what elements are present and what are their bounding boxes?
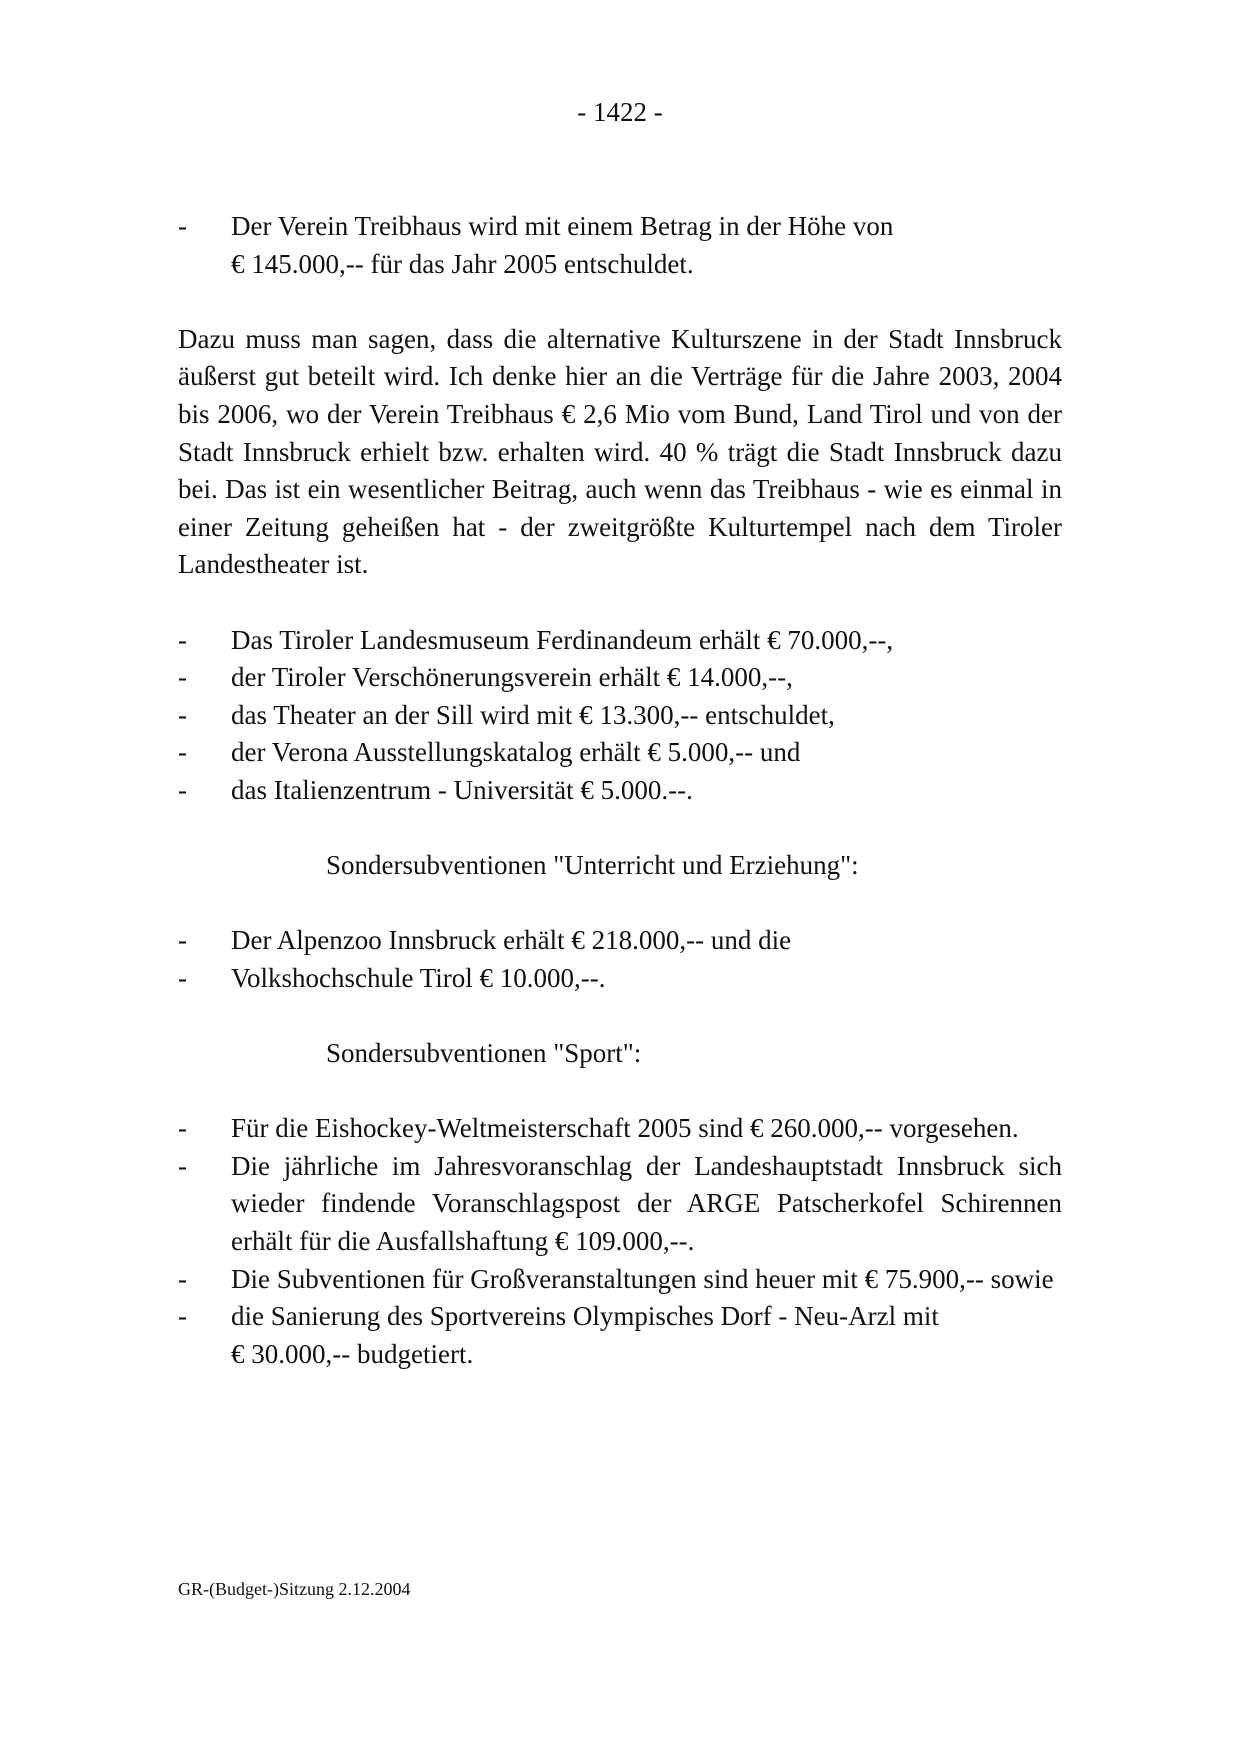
- list-item-line: € 30.000,-- budgetiert.: [231, 1338, 474, 1369]
- bullet-dash: -: [178, 774, 187, 805]
- bullet-dash: -: [178, 1301, 187, 1332]
- section-heading: Sondersubventionen "Sport":: [326, 1038, 642, 1069]
- bullet-dash: -: [178, 624, 187, 655]
- list-item: [178, 1298, 1062, 1373]
- list-item: [178, 922, 1062, 960]
- list-item: [178, 960, 1062, 998]
- list-item: [178, 772, 1062, 810]
- bullet-dash: -: [178, 1150, 187, 1181]
- list-item-text: Für die Eishockey-Weltmeisterschaft 2005 sind € 260.000,-- vorgesehen.: [231, 1113, 1019, 1144]
- list-item-line: Der Verein Treibhaus wird mit einem Betrag in der Höhe von: [231, 211, 894, 241]
- section-heading: Sondersubventionen "Unterricht und Erziehung":: [326, 850, 859, 881]
- page-number: - 1422 -: [577, 97, 663, 127]
- bullet-dash: -: [178, 1263, 187, 1294]
- bullet-dash: -: [178, 962, 187, 993]
- list-item-text: Die Subventionen für Großveranstaltungen sind heuer mit € 75.900,-- sowie: [231, 1263, 1054, 1294]
- list-item: [178, 1148, 1062, 1261]
- list-item: [178, 208, 1062, 283]
- list-item-text: das Italienzentrum - Universität € 5.000.--.: [231, 774, 693, 805]
- list-item: [178, 622, 1062, 660]
- list-item-text: Die jährliche im Jahresvoranschlag der Landeshauptstadt Innsbruck sich wieder findende Voranschlagspost der ARGE Patscherkofel Schirennen erhält für die Ausfallshaftung € 109.000,--.: [231, 1150, 1062, 1257]
- list-item-text: der Tiroler Verschönerungsverein erhält € 14.000,--,: [231, 662, 793, 693]
- bullet-dash: -: [178, 699, 187, 730]
- bullet-dash: -: [178, 211, 187, 241]
- list-item-line: die Sanierung des Sportvereins Olympisches Dorf - Neu-Arzl mit: [231, 1301, 939, 1332]
- body-paragraph: Dazu muss man sagen, dass die alternative Kulturszene in der Stadt Innsbruck äußerst gut beteilt wird. Ich denke hier an die Verträge für die Jahre 2003, 2004 bis 2006, wo der Verein Treibhaus € 2,6 Mio vom Bund, Land Tirol und von der Stadt Innsbruck erhielt bzw. erhalten wird. 40 % trägt die Stadt Innsbruck dazu bei. Das ist ein wesentlicher Beitrag, auch wenn das Treibhaus - wie es einmal in einer Zeitung geheißen hat - der zweitgrößte Kulturtempel nach dem Tiroler Landestheater ist.: [178, 323, 1062, 580]
- list-item-text: der Verona Ausstellungskatalog erhält € 5.000,-- und: [231, 737, 801, 768]
- list-item: [178, 1261, 1062, 1299]
- document-body: [178, 208, 1062, 1373]
- list-item: [178, 734, 1062, 772]
- list-item-line: € 145.000,-- für das Jahr 2005 entschuldet.: [231, 248, 694, 279]
- list-item: [178, 659, 1062, 697]
- list-item: [178, 697, 1062, 735]
- list-item-text: das Theater an der Sill wird mit € 13.300,-- entschuldet,: [231, 699, 835, 730]
- list-item-text: Der Alpenzoo Innsbruck erhält € 218.000,-- und die: [231, 925, 792, 956]
- bullet-dash: -: [178, 925, 187, 956]
- footer-session-label: GR-(Budget-)Sitzung 2.12.2004: [178, 1579, 411, 1599]
- bullet-dash: -: [178, 737, 187, 768]
- list-item: [178, 1110, 1062, 1148]
- bullet-dash: -: [178, 1113, 187, 1144]
- bullet-dash: -: [178, 662, 187, 693]
- list-item-text: Das Tiroler Landesmuseum Ferdinandeum erhält € 70.000,--,: [231, 624, 894, 655]
- list-item-text: Volkshochschule Tirol € 10.000,--.: [231, 962, 606, 993]
